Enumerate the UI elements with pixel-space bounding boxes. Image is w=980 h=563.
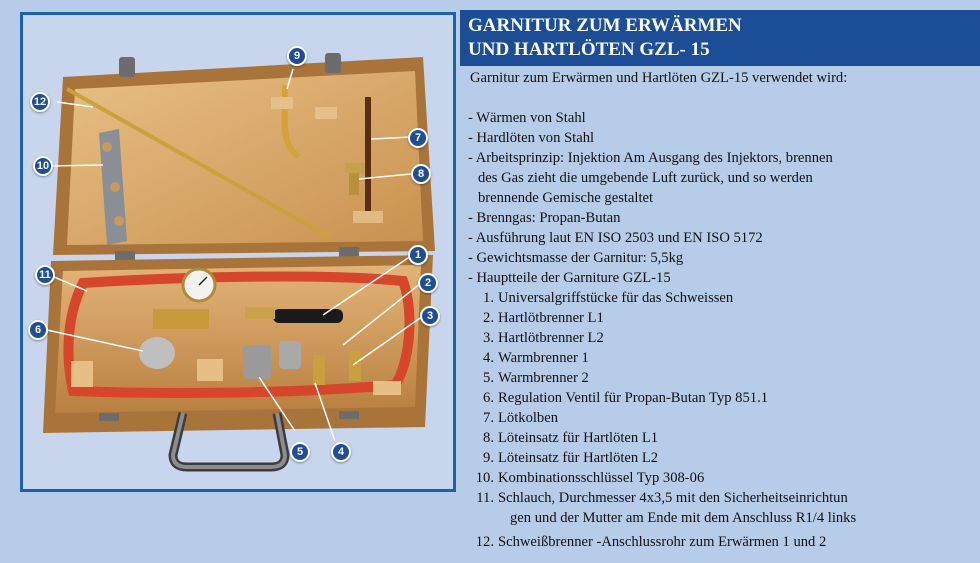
feature-item: - Wärmen von Stahl xyxy=(468,110,586,126)
part-number: 12. xyxy=(475,534,494,550)
part-name: Löteinsatz für Hartlöten L1 xyxy=(498,430,659,446)
callout-5: 5 xyxy=(290,442,310,462)
callout-1: 1 xyxy=(408,245,428,265)
parts-list-item xyxy=(468,448,973,468)
part-name: Lötkolben xyxy=(498,410,558,426)
part-number: 11. xyxy=(476,490,494,506)
title-line-1: GARNITUR ZUM ERWÄRMEN xyxy=(468,15,742,36)
part-number: 7. xyxy=(483,410,494,426)
callout-8: 8 xyxy=(411,164,431,184)
feature-item: - Hauptteile der Garniture GZL-15 xyxy=(468,270,671,286)
kit-photo-drawing xyxy=(23,15,453,489)
callout-12: 12 xyxy=(30,92,50,112)
callout-4: 4 xyxy=(331,442,351,462)
part-number: 5. xyxy=(483,370,494,386)
parts-list-item xyxy=(468,328,973,348)
callout-10: 10 xyxy=(33,156,53,176)
part-name-continuation: gen und der Mutter am Ende mit dem Anschluss R1/4 links xyxy=(510,510,857,526)
parts-list-item xyxy=(468,408,973,428)
description xyxy=(468,68,973,552)
feature-item: - Hardlöten von Stahl xyxy=(468,130,595,146)
parts-list-item xyxy=(468,288,973,308)
part-name: Universalgriffstücke für das Schweissen xyxy=(498,290,734,306)
part-number: 8. xyxy=(483,430,494,446)
kit-photo xyxy=(20,12,456,492)
part-number: 2. xyxy=(483,310,494,326)
part-name: Kombinationsschlüssel Typ 308-06 xyxy=(498,470,705,486)
part-name: Löteinsatz für Hartlöten L2 xyxy=(498,450,659,466)
parts-list-item xyxy=(468,388,973,408)
feature-item-continuation: des Gas zieht die umgebende Luft zurück, und so werden xyxy=(478,170,813,186)
parts-list xyxy=(468,288,973,552)
callout-11: 11 xyxy=(35,265,55,285)
feature-item-continuation: brennende Gemische gestaltet xyxy=(478,190,654,206)
parts-list-item xyxy=(468,308,973,328)
callout-9: 9 xyxy=(287,46,307,66)
parts-list-item xyxy=(468,368,973,388)
feature-list xyxy=(468,108,973,288)
parts-list-item xyxy=(468,468,973,488)
part-name: Hartlötbrenner L2 xyxy=(498,330,604,346)
part-number: 3. xyxy=(483,330,494,346)
feature-item: - Ausführung laut EN ISO 2503 und EN ISO 5172 xyxy=(468,230,763,246)
callout-3: 3 xyxy=(420,306,440,326)
feature-item: - Gewichtsmasse der Garnitur: 5,5kg xyxy=(468,250,684,266)
parts-list-item xyxy=(468,532,973,552)
feature-item: - Arbeitsprinzip: Injektion Am Ausgang des Injektors, brennen xyxy=(468,150,833,166)
parts-list-item xyxy=(468,428,973,448)
part-number: 1. xyxy=(483,290,494,306)
parts-list-item xyxy=(468,488,973,528)
title-banner xyxy=(460,10,980,66)
part-name: Regulation Ventil für Propan-Butan Typ 851.1 xyxy=(498,390,769,406)
part-number: 9. xyxy=(483,450,494,466)
part-name: Schweißbrenner -Anschlussrohr zum Erwärmen 1 und 2 xyxy=(498,534,827,550)
parts-list-item xyxy=(468,348,973,368)
part-name: Schlauch, Durchmesser 4x3,5 mit den Sicherheitseinrichtun xyxy=(498,490,848,506)
callout-6: 6 xyxy=(28,320,48,340)
part-number: 6. xyxy=(483,390,494,406)
part-name: Hartlötbrenner L1 xyxy=(498,310,604,326)
callout-7: 7 xyxy=(408,128,428,148)
intro-text: Garnitur zum Erwärmen und Hartlöten GZL-15 verwendet wird: xyxy=(470,70,848,86)
part-name: Warmbrenner 1 xyxy=(498,350,589,366)
part-number: 10. xyxy=(475,470,494,486)
part-number: 4. xyxy=(483,350,494,366)
part-name: Warmbrenner 2 xyxy=(498,370,589,386)
feature-item: - Brenngas: Propan-Butan xyxy=(468,210,621,226)
callout-2: 2 xyxy=(418,273,438,293)
title-line-2: UND HARTLÖTEN GZL- 15 xyxy=(468,39,710,60)
